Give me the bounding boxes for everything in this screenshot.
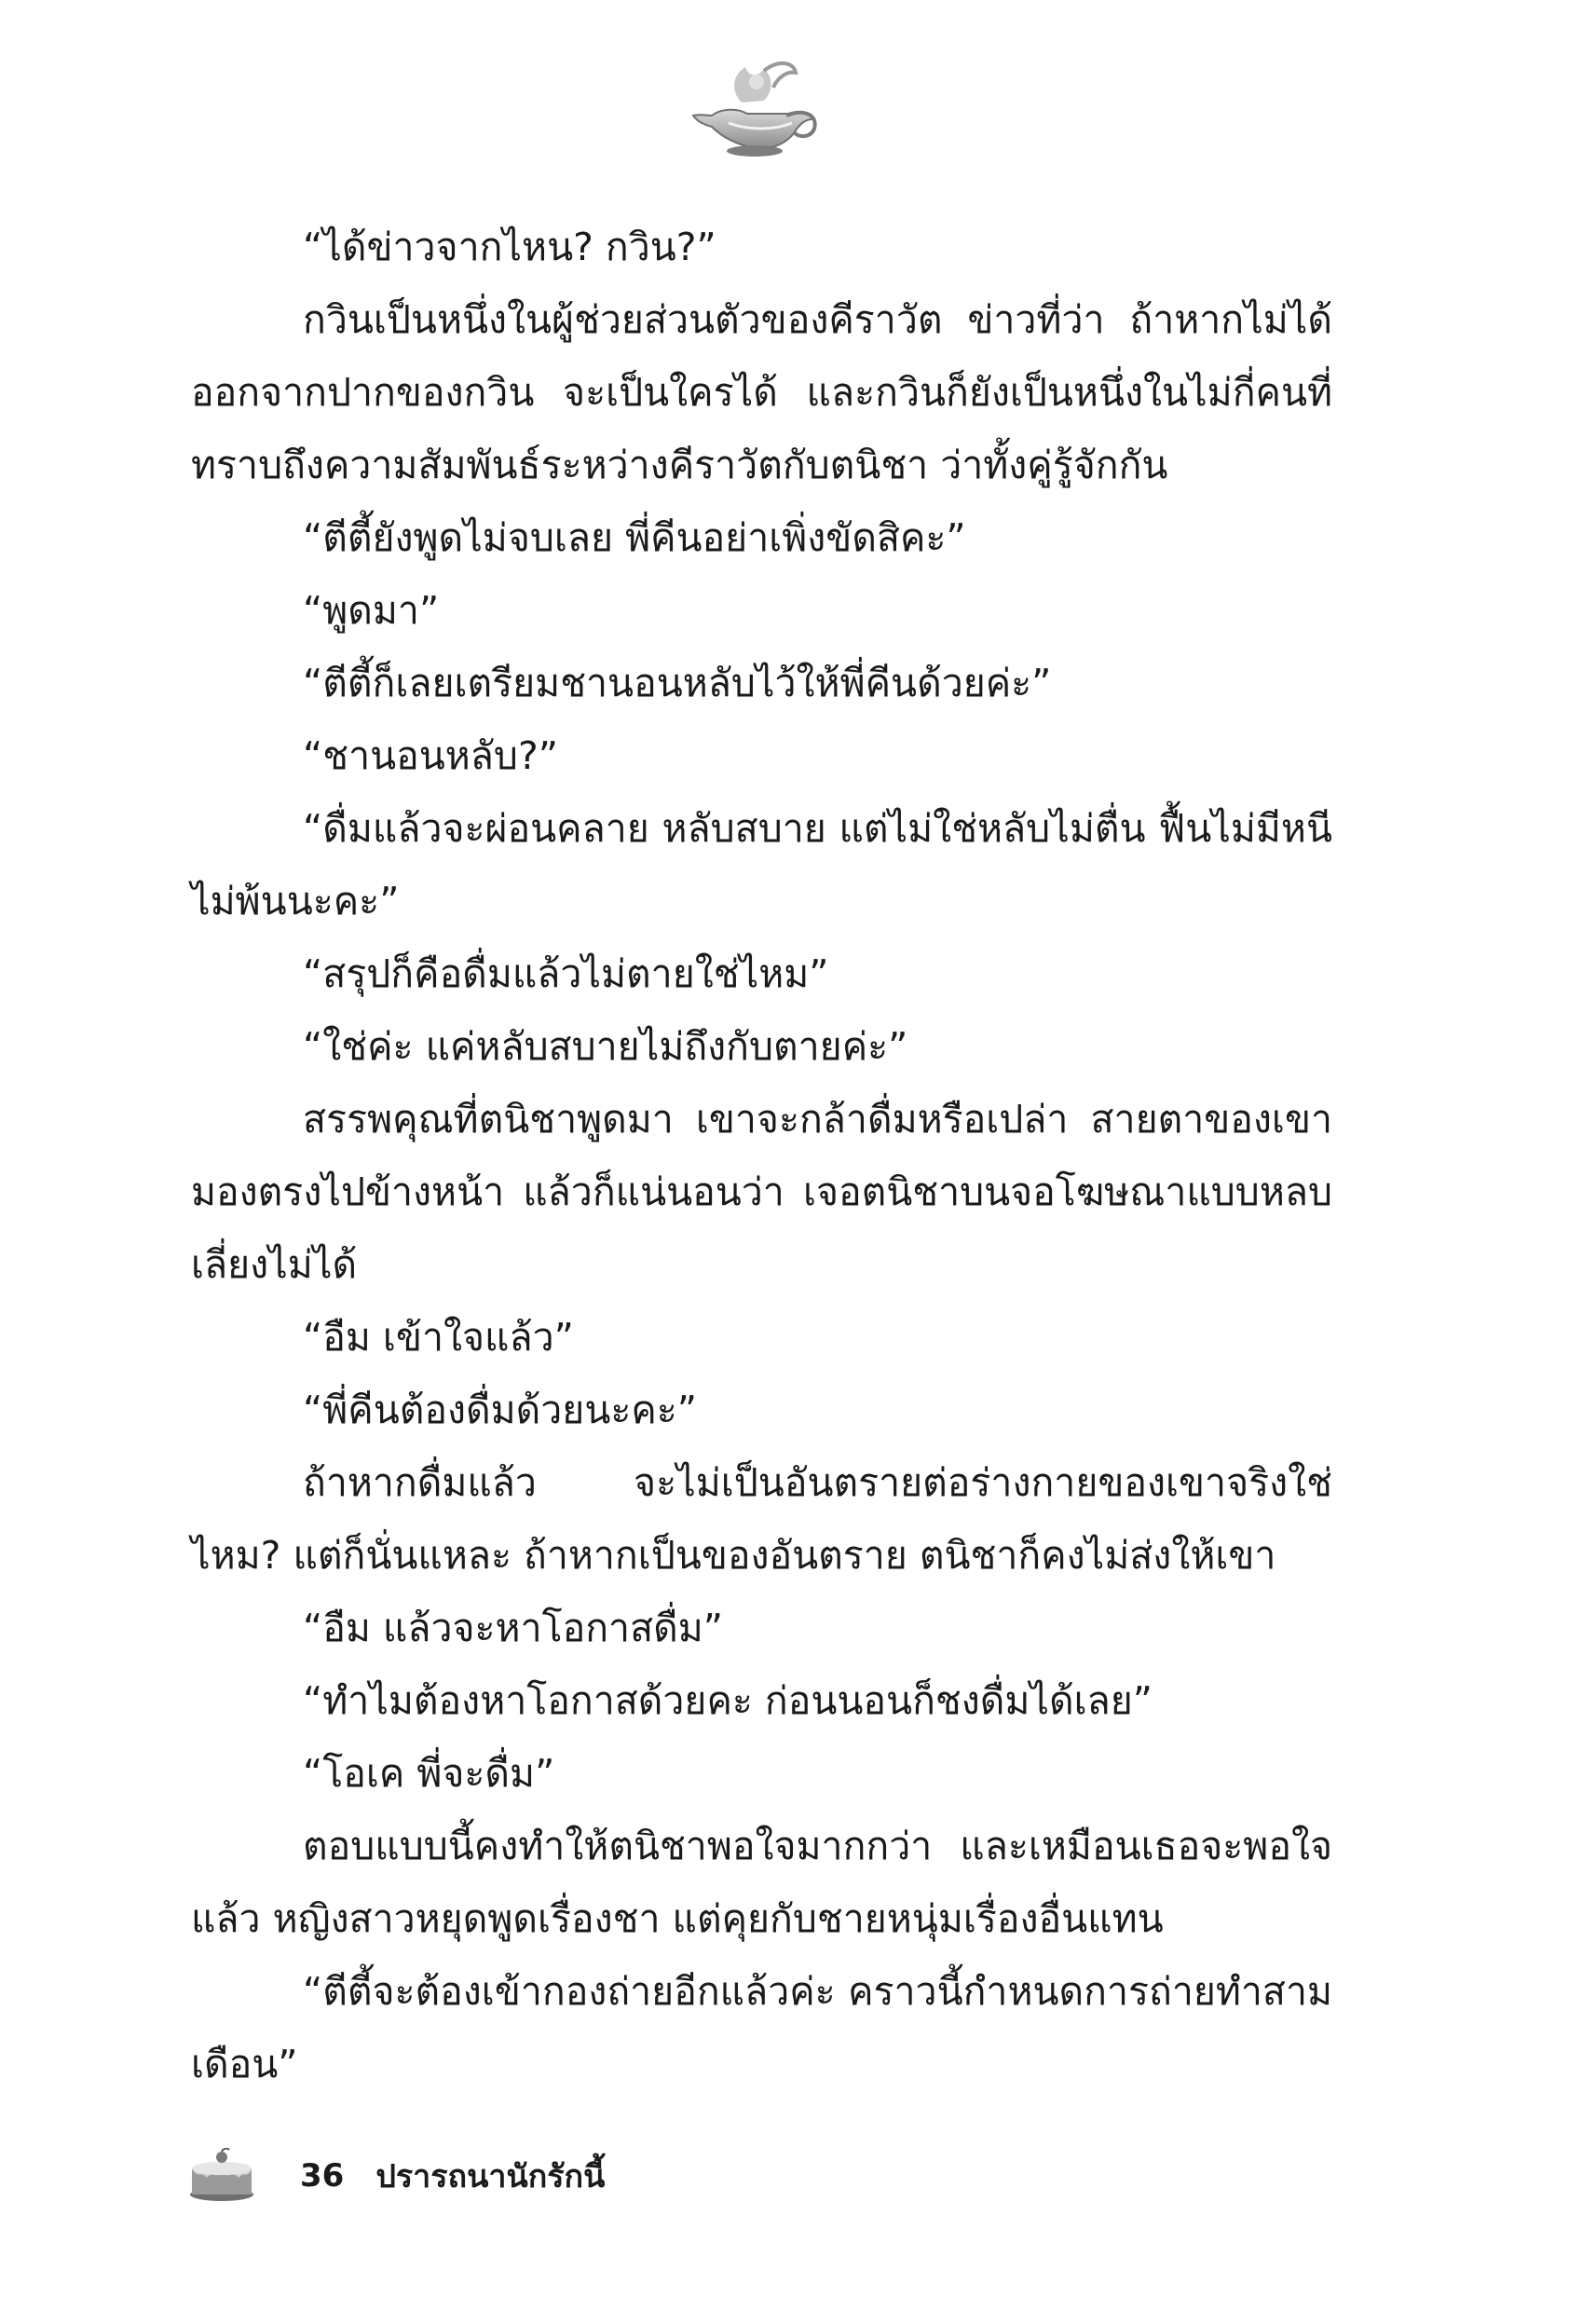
paragraph: “ตีตี้ก็เลยเตรียมชานอนหลับไว้ให้พี่คีนด้วยค่ะ” — [303, 661, 1052, 705]
paragraph: “ได้ข่าวจากไหน? กวิน?” — [303, 225, 716, 269]
paragraph: “ใช่ค่ะ แค่หลับสบายไม่ถึงกับตายค่ะ” — [303, 1024, 908, 1069]
paragraph: ถ้าหากดื่มแล้ว จะไม่เป็นอันตรายต่อร่างกายของเขาจริงใช่ไหม? แต่ก็นั่นแหละ ถ้าหากเป็นของอันตราย ตนิชาก็คงไม่ส่งให้เขา — [191, 1460, 1332, 1578]
genie-lamp-icon — [684, 54, 824, 166]
paragraph: “ทำไมต้องหาโอกาสด้วยคะ ก่อนนอนก็ชงดื่มได้เลย” — [303, 1678, 1153, 1723]
paragraph: “พูดมา” — [303, 588, 440, 633]
book-title: ปรารถนานักรักนี้ — [375, 2158, 606, 2195]
paragraph: “ตีตี้จะต้องเข้ากองถ่ายอีกแล้วค่ะ คราวนี้กำหนดการถ่ายทำสามเดือน” — [191, 1969, 1332, 2086]
paragraph: “ตีตี้ยังพูดไม่จบเลย พี่คีนอย่าเพิ่งขัดสิคะ” — [303, 515, 966, 560]
paragraph: สรรพคุณที่ตนิชาพูดมา เขาจะกล้าดื่มหรือเปล่า สายตาของเขามองตรงไปข้างหน้า แล้วก็แน่นอนว่า เจอตนิชาบนจอโฆษณาแบบหลบเลี่ยงไม่ได้ — [191, 1097, 1332, 1287]
page-number: 36 — [300, 2157, 345, 2195]
paragraph: “อืม เข้าใจแล้ว” — [303, 1315, 574, 1360]
paragraph: “ดื่มแล้วจะผ่อนคลาย หลับสบาย แต่ไม่ใช่หลับไม่ตื่น ฟื้นไม่มีหนีไม่พ้นนะคะ” — [191, 806, 1332, 923]
cake-icon — [186, 2148, 257, 2204]
paragraph: “สรุปก็คือดื่มแล้วไม่ตายใช่ไหม” — [303, 951, 829, 996]
paragraph: “อืม แล้วจะหาโอกาสดื่ม” — [303, 1606, 723, 1650]
paragraph: ตอบแบบนี้คงทำให้ตนิชาพอใจมากกว่า และเหมือนเธอจะพอใจแล้ว หญิงสาวหยุดพูดเรื่องชา แต่คุยกับชายหนุ่มเรื่องอื่นแทน — [191, 1824, 1332, 1941]
paragraph: “โอเค พี่จะดื่ม” — [303, 1751, 555, 1796]
body-text — [191, 211, 1332, 2100]
page-footer — [186, 2143, 605, 2208]
paragraph: “ชานอนหลับ?” — [303, 733, 558, 778]
paragraph: “พี่คีนต้องดื่มด้วยนะคะ” — [303, 1388, 698, 1432]
paragraph: กวินเป็นหนึ่งในผู้ช่วยส่วนตัวของคีราวัต ข่าวที่ว่า ถ้าหากไม่ได้ออกจากปากของกวิน จะเป็นใครได้ และกวินก็ยังเป็นหนึ่งในไม่กี่คนที่ทราบถึงความสัมพันธ์ระหว่างคีราวัตกับตนิชา ว่าทั้งคู่รู้จักกัน — [191, 297, 1332, 487]
